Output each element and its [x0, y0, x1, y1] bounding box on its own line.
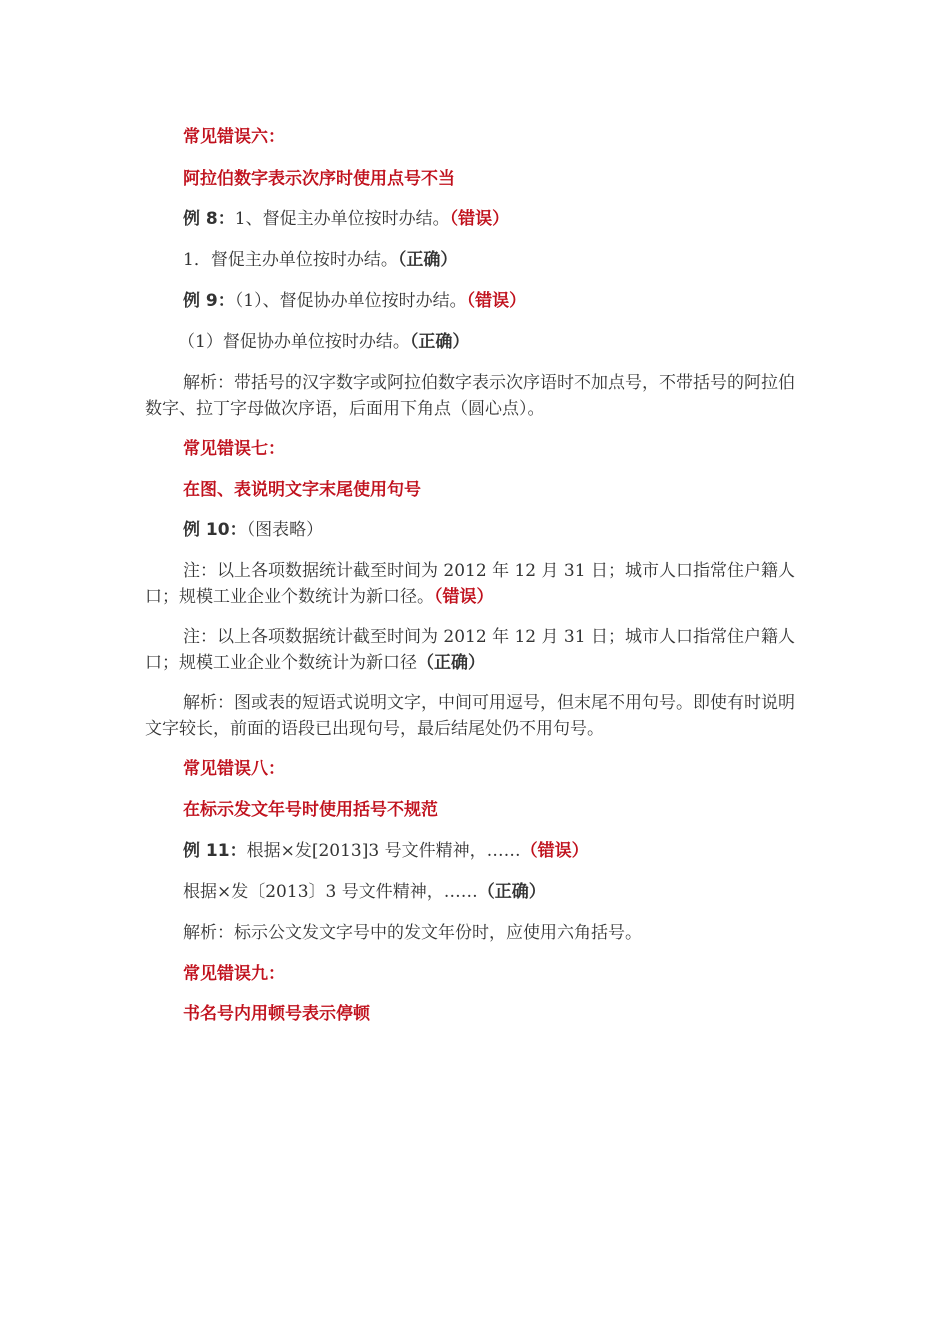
note-wrong-text: 注：以上各项数据统计截至时间为 2012 年 12 月 31 日；城市人口指常住户籍人口；规模工业企业个数统计为新口径。 [145, 561, 795, 607]
note-wrong-paragraph [145, 558, 810, 610]
note-right-paragraph [145, 624, 810, 676]
section9-heading: 常见错误九： [183, 964, 285, 984]
example9-line [183, 288, 810, 314]
section8-analysis: 解析：标示公文发文字号中的发文年份时，应使用六角括号。 [183, 923, 642, 943]
example11-label: 例 11： [183, 841, 247, 861]
example9-correct-line [178, 329, 843, 355]
example8-wrong-tag: （错误） [449, 209, 510, 229]
section8-heading: 常见错误八： [183, 759, 285, 779]
section7-heading: 常见错误七： [183, 439, 285, 459]
example11-correct-tag: （正确） [477, 882, 546, 902]
example11-text: 根据×发[2013]3 号文件精神，…… [246, 841, 521, 861]
section9-title: 书名号内用顿号表示停顿 [183, 1004, 370, 1024]
section6-analysis: 解析：带括号的汉字数字或阿拉伯数字表示次序语时不加点号，不带括号的阿拉伯数字、拉丁字母做次序语，后面用下角点（圆心点）。 [145, 373, 795, 419]
note-right-text: 注：以上各项数据统计截至时间为 2012 年 12 月 31 日；城市人口指常住户籍人口；规模工业企业个数统计为新口径 [145, 627, 795, 673]
example8-line [183, 206, 810, 232]
example10-label: 例 10： [183, 520, 247, 540]
section8-title: 在标示发文年号时使用括号不规范 [183, 800, 438, 820]
example8-text: 1、督促主办单位按时办结。 [234, 209, 450, 229]
note-wrong-tag: （错误） [434, 587, 494, 607]
section6-heading: 常见错误六： [183, 127, 285, 147]
example11-line [183, 838, 810, 864]
section7-analysis: 解析：图或表的短语式说明文字，中间可用逗号，但末尾不用句号。即使有时说明文字较长，前面的语段已出现句号，最后结尾处仍不用句号。 [145, 693, 795, 739]
example9-correct-text: （1）督促协办单位按时办结。 [178, 332, 410, 352]
section6-title: 阿拉伯数字表示次序时使用点号不当 [183, 169, 455, 189]
example8-label: 例 8： [183, 209, 235, 229]
example9-text: （1）、督促协办单位按时办结。 [234, 291, 467, 311]
section7-title: 在图、表说明文字末尾使用句号 [183, 480, 421, 500]
note-right-tag: （正确） [417, 653, 485, 673]
example10-text: （图表略） [246, 520, 324, 540]
example8-correct-tag: （正确） [397, 250, 458, 270]
example11-correct-text: 根据×发〔2013〕3 号文件精神，…… [183, 882, 478, 902]
example9-wrong-tag: （错误） [466, 291, 527, 311]
example9-correct-tag: （正确） [409, 332, 470, 352]
example10-line [183, 517, 810, 543]
example9-label: 例 9： [183, 291, 235, 311]
example8-correct-text: 1．督促主办单位按时办结。 [183, 250, 398, 270]
example8-correct-line [183, 247, 810, 273]
example11-correct-line [183, 879, 810, 905]
example11-wrong-tag: （错误） [520, 841, 589, 861]
